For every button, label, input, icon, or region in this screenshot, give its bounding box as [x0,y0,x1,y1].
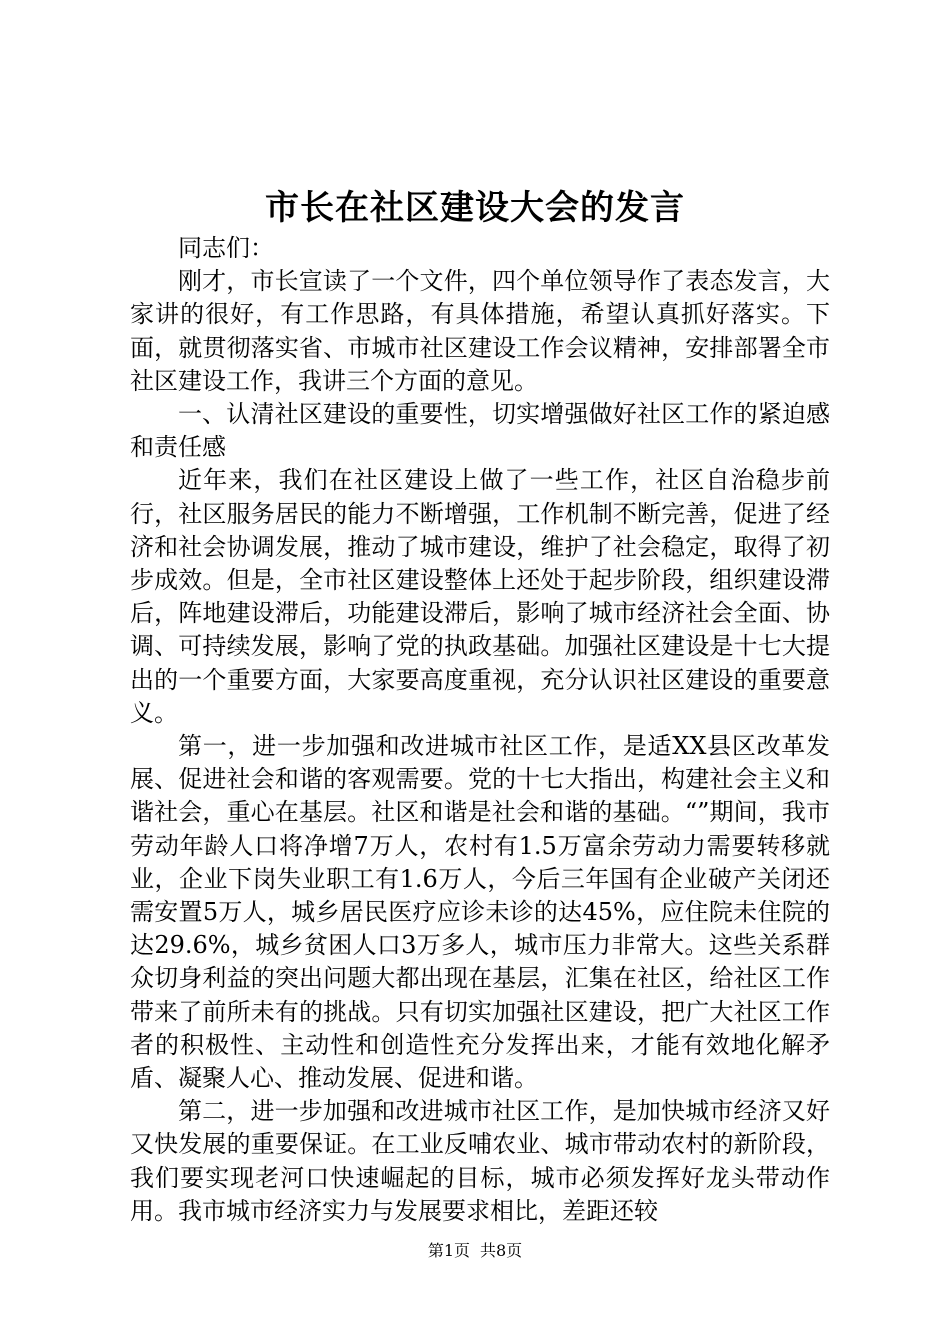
page-number: 第1页 [427,1241,470,1260]
intro-paragraph: 刚才，市长宣读了一个文件，四个单位领导作了表态发言，大家讲的很好，有工作思路，有具体措施，希望认真抓好落实。下面，就贯彻落实省、市城市社区建设工作会议精神，安排部署全市社区建设工作，我讲三个方面的意见。 [130,267,830,395]
page-total: 共8页 [480,1241,523,1260]
document-body [130,232,830,1228]
body-paragraph: 第一，进一步加强和改进城市社区工作，是适XX县区改革发展、促进社会和谐的客观需要。党的十七大指出，构建社会主义和谐社会，重心在基层。社区和谐是社会和谐的基础。“”期间，我市劳动年龄人口将净增7万人，农村有1.5万富余劳动力需要转移就业，企业下岗失业职工有1.6万人，今后三年国有企业破产关闭还需安置5万人，城乡居民医疗应诊未诊的达45%，应住院未住院的达29.6%，城乡贫困人口3万多人，城市压力非常大。这些关系群众切身利益的突出问题大都出现在基层，汇集在社区，给社区工作带来了前所未有的挑战。只有切实加强社区建设，把广大社区工作者的积极性、主动性和创造性充分发挥出来，才能有效地化解矛盾、凝聚人心、推动发展、促进和谐。 [130,732,830,1093]
body-paragraph: 近年来，我们在社区建设上做了一些工作，社区自治稳步前行，社区服务居民的能力不断增强，工作机制不断完善，促进了经济和社会协调发展，推动了城市建设，维护了社会稳定，取得了初步成效。但是，全市社区建设整体上还处于起步阶段，组织建设滞后，阵地建设滞后，功能建设滞后，影响了城市经济社会全面、协调、可持续发展，影响了党的执政基础。加强社区建设是十七大提出的一个重要方面，大家要高度重视，充分认识社区建设的重要意义。 [130,466,830,727]
page-footer [0,1240,950,1262]
document-title: 市长在社区建设大会的发言 [265,188,685,228]
section-heading-paragraph: 一、认清社区建设的重要性，切实增强做好社区工作的紧迫感和责任感 [130,400,830,462]
salutation-paragraph: 同志们： [178,234,274,262]
body-paragraph: 第二，进一步加强和改进城市社区工作，是加快城市经济又好又快发展的重要保证。在工业反哺农业、城市带动农村的新阶段，我们要实现老河口快速崛起的目标，城市必须发挥好龙头带动作用。我市城市经济实力与发展要求相比，差距还较 [130,1097,830,1225]
